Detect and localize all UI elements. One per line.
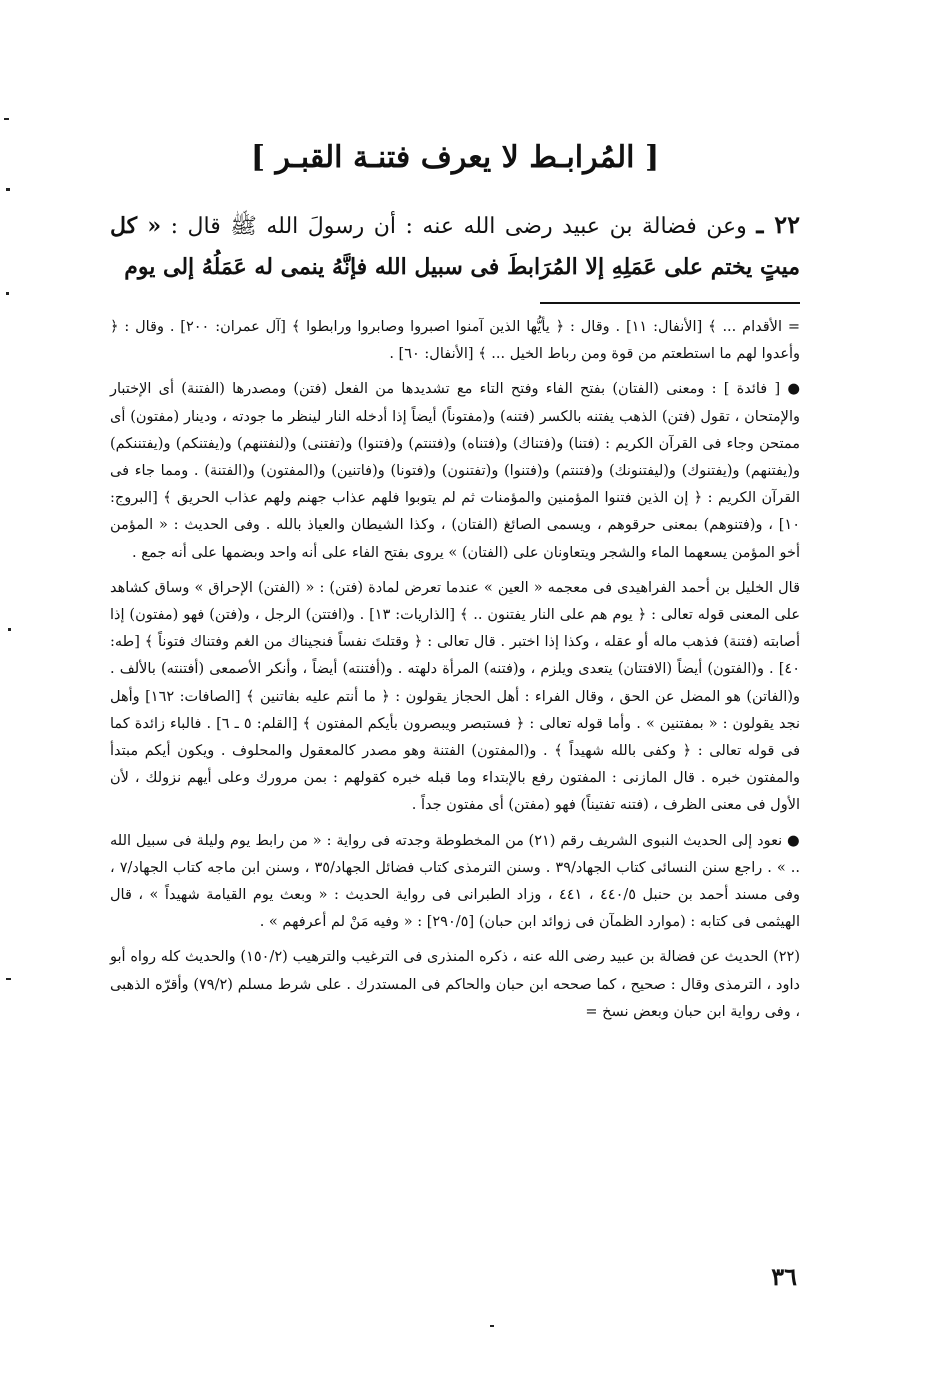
scan-mark	[6, 978, 11, 980]
footnote-divider	[540, 302, 800, 304]
footnote-paragraph: ● نعود إلى الحديث النبوى الشريف رقم (٢١) من المخطوطة وجدته فى رواية : « من رابط يوم وليلة فى سبيل الله .. » . راجع سنن النسائى كتاب الجهاد/٣٩ . وسنن الترمذى كتاب فضائل الجهاد/٣٥ ، وسنن ابن ماجه كتاب الجهاد/٧ ، وفى مسند أحمد بن حنبل ٤٤٠/٥ ، ٤٤١ ، وزاد الطبرانى فى رواية الحديث : « وبعث يوم القيامة شهيداً » ، قال الهيثمى فى كتابه : (موارد الظمآن فى زوائد ابن حبان) [٢٩٠/٥] : « وفيه مَنْ لم أعرفهم » .	[110, 832, 800, 931]
hadith-number: ٢٢ ـ	[756, 210, 801, 239]
scan-mark	[4, 118, 9, 120]
page-body	[110, 140, 800, 1026]
chapter-title: [ المُرابـط لا يعرف فتنـة القبـر ]	[250, 140, 660, 175]
footnote-paragraph: ● [ فائدة ] : ومعنى (الفتان) بفتح الفاء وفتح التاء مع تشديدها من الفعل (فتن) ومصدرها (الفتنة) أى الإختبار والإمتحان ، تقول (فتن) الذهب يفتنه بالكسر (فتنه) و(مفتوناً) أيضاً إذا أدخله النار لينظر ما جودته ، ودينار (مفتون) أى ممتحن وجاء فى القرآن الكريم : (فتنا) و(فتناك) و(فتناه) و(فتنتم) و(فتنوا) و(تفتنى) و(لنفتنهم) و(يفتنكم) و(يفتننكم) و(يفتنهم) و(يفتنوك) و(ليفتنونك) و(فتنتم) و(فتنوا) و(تفتنون) و(فتونا) و(فاتنين) و(المفتون) و(الفتنة) . ومما جاء فى القرآن الكريم : ﴿ إن الذين فتنوا المؤمنين والمؤمنات ثم لم يتوبوا فلهم عذاب جهنم ولهم عذاب الحريق ﴾ [البروج: ١٠] ، و(فتنوهم) بمعنى حرقوهم ، ويسمى الصائغ (الفتان) ، وكذا الشيطان والعياذ بالله . وفى الحديث : « المؤمن أخو المؤمن يسعهما الماء والشجر ويتعاونان على (الفتان) » يروى بفتح الفاء على أنه واحد وبضمها على أنه جمع .	[110, 381, 800, 561]
hadith-intro: وعن فضالة بن عبيد رضى الله عنه : أن رسولَ الله ﷺ قال :	[170, 214, 747, 239]
footnote-paragraph: (٢٢) الحديث عن فضالة بن عبيد رضى الله عنه ، ذكره المنذرى فى الترغيب والترهيب (١٥٠/٢) والحديث كله رواه أبو داود ، الترمذى وقال : صحيح ، كما صححه ابن حبان والحاكم فى المستدرك . على شرط مسلم (٧٩/٢) وأقرّه الذهبى ، وفى رواية ابن حبان وبعض نسخ =	[110, 949, 801, 1020]
hadith-text	[110, 205, 800, 288]
page-number: ٣٦	[771, 1262, 797, 1291]
footnote-paragraph: قال الخليل بن أحمد الفراهيدى فى معجمه « العين » عندما تعرض لمادة (فتن) : « (الفتن) الإحراق » وساق كشاهد على المعنى قوله تعالى : ﴿ يوم هم على النار يفتنون .. ﴾ [الذاريات: ١٣] . و(افتتن) الرجل ، و(فتن) فهو (مفتون) إذا أصابته (فتنة) فذهب ماله أو عقله ، وكذا إذا اختبر . قال تعالى : ﴿ وقتلتَ نفساً فنجيناك من الغم وفتناك فتوناً ﴾ [طه: ٤٠] . و(الفتون) أيضاً (الافتتان) يتعدى ويلزم ، و(فتنه) المرأة دلهته . و(أفتنته) أيضاً ، وأنكر الأصمعى (أفتنته) بالألف . و(الفاتن) هو المضل عن الحق ، وقال الفراء : أهل الحجاز يقولون : ﴿ ما أنتم عليه بفاتنين ﴾ [الصافات: ١٦٢] وأهل نجد يقولون : « بمفتنين » . وأما قوله تعالى : ﴿ فستبصر ويبصرون بأيكم المفتون ﴾ [القلم: ٥ ـ ٦] . فالباء زائدة كما فى قوله تعالى : ﴿ وكفى بالله شهيداً ﴾ . و(المفتون) الفتنة وهو مصدر كالمعقول والمحلوف . ويكون أيكم مبتدأ والمفتون خبره . قال المازنى : المفتون رفع بالإبتداء وما قبله خبره كقولهم : بمن مرورك وعلى أيهم نزولك ، لأن الأول فى معنى الظرف ، (فتنه تفتيناً) فهو (مفتن) أى مفتون جداً .	[110, 579, 801, 814]
hadith-quote: « كل ميتٍ يختم على عَمَلِهِ إلا المُرَابطَ فى سبيل الله فإنَّهُ ينمى له عَمَلُهُ إلى يوم	[110, 213, 800, 280]
scan-mark	[490, 1325, 494, 1327]
scan-mark	[6, 292, 9, 295]
footnotes	[110, 314, 800, 1026]
scan-mark	[6, 188, 10, 191]
footnote-paragraph: = الأقدام ... ﴾ [الأنفال: ١١] . وقال : ﴿ يأيُّها الذين آمنوا اصبروا وصابروا ورابطوا ﴾ [آل عمران: ٢٠٠] . وقال : ﴿ وأعدوا لهم ما استطعتم من قوة ومن رباط الخيل ... ﴾ [الأنفال: ٦٠] .	[110, 319, 800, 363]
scan-mark	[8, 628, 11, 631]
